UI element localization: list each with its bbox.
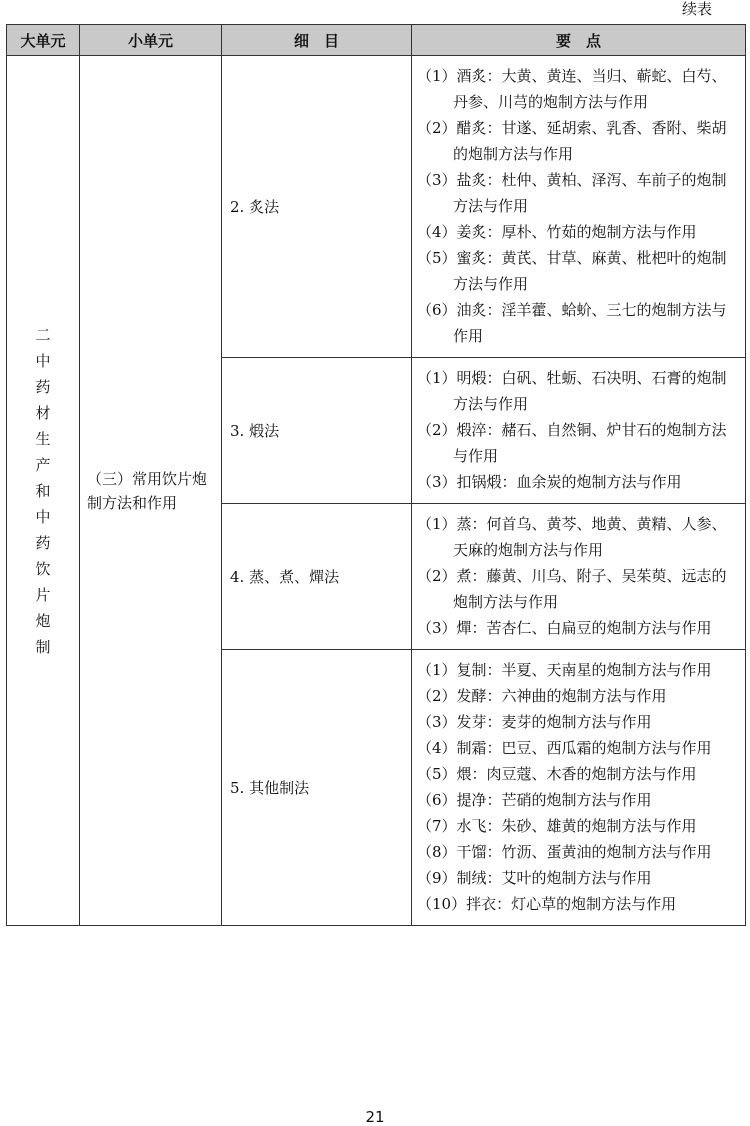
topic-cell: 4. 蒸、煮、燀法 <box>222 504 412 650</box>
list-item: （5）煨：肉豆蔻、木香的炮制方法与作用 <box>417 765 697 783</box>
table-header-row <box>7 25 746 56</box>
list-item: （2）煅淬：赭石、自然铜、炉甘石的炮制方法与作用 <box>417 421 727 465</box>
points-cell <box>412 56 746 358</box>
points-list <box>417 511 739 641</box>
unit-cell <box>7 56 80 926</box>
list-item: （3）发芽：麦芽的炮制方法与作用 <box>417 713 652 731</box>
unit-label: 二中药材生产和中药饮片炮制 <box>35 325 51 656</box>
list-item: （8）干馏：竹沥、蛋黄油的炮制方法与作用 <box>417 843 712 861</box>
points-list <box>417 365 739 495</box>
topic-cell: 3. 煅法 <box>222 358 412 504</box>
list-item: （1）蒸：何首乌、黄芩、地黄、黄精、人参、天麻的炮制方法与作用 <box>417 515 727 559</box>
list-item: （1）酒炙：大黄、黄连、当归、蕲蛇、白芍、丹参、川芎的炮制方法与作用 <box>417 67 727 111</box>
points-cell <box>412 358 746 504</box>
header-topic: 细 目 <box>222 25 412 56</box>
syllabus-table <box>6 24 746 926</box>
list-item: （4）姜炙：厚朴、竹茹的炮制方法与作用 <box>417 223 697 241</box>
points-cell <box>412 504 746 650</box>
list-item: （3）扣锅煅：血余炭的炮制方法与作用 <box>417 473 682 491</box>
list-item: （2）发酵：六神曲的炮制方法与作用 <box>417 687 667 705</box>
list-item: （6）提净：芒硝的炮制方法与作用 <box>417 791 652 809</box>
list-item: （6）油炙：淫羊藿、蛤蚧、三七的炮制方法与作用 <box>417 301 727 345</box>
list-item: （10）拌衣：灯心草的炮制方法与作用 <box>417 895 677 913</box>
points-cell <box>412 650 746 926</box>
points-list <box>417 657 739 917</box>
list-item: （2）煮：藤黄、川乌、附子、吴茱萸、远志的炮制方法与作用 <box>417 567 727 611</box>
topic-cell: 5. 其他制法 <box>222 650 412 926</box>
list-item: （1）明煅：白矾、牡蛎、石决明、石膏的炮制方法与作用 <box>417 369 727 413</box>
list-item: （1）复制：半夏、天南星的炮制方法与作用 <box>417 661 712 679</box>
subunit-label: （三）常用饮片炮制方法和作用 <box>87 469 208 512</box>
list-item: （7）水飞：朱砂、雄黄的炮制方法与作用 <box>417 817 697 835</box>
header-points: 要 点 <box>412 25 746 56</box>
header-unit: 大单元 <box>7 25 80 56</box>
page-number: 21 <box>365 1108 385 1126</box>
list-item: （4）制霜：巴豆、西瓜霜的炮制方法与作用 <box>417 739 712 757</box>
points-list <box>417 63 739 349</box>
continued-label: 续表 <box>681 0 712 18</box>
list-item: （3）盐炙：杜仲、黄柏、泽泻、车前子的炮制方法与作用 <box>417 171 727 215</box>
list-item: （3）燀：苦杏仁、白扁豆的炮制方法与作用 <box>417 619 712 637</box>
topic-cell: 2. 炙法 <box>222 56 412 358</box>
list-item: （2）醋炙：甘遂、延胡索、乳香、香附、柴胡的炮制方法与作用 <box>417 119 727 163</box>
list-item: （9）制绒：艾叶的炮制方法与作用 <box>417 869 652 887</box>
list-item: （5）蜜炙：黄芪、甘草、麻黄、枇杷叶的炮制方法与作用 <box>417 249 727 293</box>
subunit-cell <box>80 56 222 926</box>
header-subunit: 小单元 <box>80 25 222 56</box>
table-row <box>7 56 746 358</box>
